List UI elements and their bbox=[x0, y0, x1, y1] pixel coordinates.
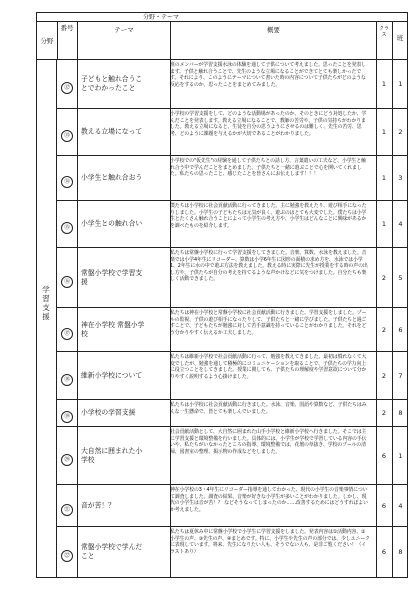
row-group: 4 bbox=[398, 220, 403, 228]
row-theme: 小学生との触れ合い bbox=[81, 219, 143, 228]
row-summary: 私たちは小学校に社会貢献活動に行きました。水泳、音楽、国語や算数など、子供たちはみんな一生懸命で、皆とても楽しんでいました。 bbox=[170, 402, 367, 415]
table-row bbox=[57, 527, 407, 577]
row-number: ⑰ bbox=[57, 320, 77, 340]
row-theme: 小学生と触れ合おう bbox=[81, 173, 143, 182]
header-row bbox=[37, 22, 407, 60]
row-class: 2 bbox=[381, 273, 387, 282]
table-row bbox=[57, 201, 407, 248]
row-class: 2 bbox=[381, 325, 387, 334]
row-summary: 小学校での"仮先生"の経験を通して子供たちとの話し方、言葉遣いの工夫など、小学生と触れ合う中で学んだことをまとめました。子供たちと一緒に遊ぶことで心を開いてくれました。私たちの思ったこと、感じたことを皆さんにお伝えします！！！ bbox=[170, 158, 366, 177]
table-row bbox=[57, 427, 407, 485]
row-summary: 私たちは夏休み中に常盤小学校で小学生に学習支援をしました。発表内容は①活動内容、②小学生の声、③先生の声、④まとめです。特に、小学生や先生の声の部分では、少しユニークに表現しています。将来、先生になりたい人も、そうでない人も、是非ご覧ください！（イラストあり） bbox=[170, 529, 370, 555]
row-class: 6 bbox=[381, 501, 387, 510]
row-number: ㉒ bbox=[57, 542, 77, 562]
header-class: クラス bbox=[378, 26, 389, 38]
table-row bbox=[57, 60, 407, 109]
row-summary: 班のメンバーが学習支援水泳の体験を通して子供について考えました。思ったことを発表します。子供と触れ合うことで、先生のような立場になることができてとても楽しかったです。それにより、このようにテーマについて書いた時の内容について子供たちがどのような反応をするのか、思ったことをまとめてみました。 bbox=[170, 62, 366, 88]
row-number: ⑯ bbox=[57, 268, 77, 288]
row-summary: 私たちは維新小学校で社会貢献活動に行って、勉強を教えてきました。最初は慣れなくて大変でしたが、勉強を通して積極的にコミュニケーションを取ることで、子供たちの学力向上に役立つことをしてきました。授業に関しても、子供たちの理解度や学習意欲について分かりやすく説明するよう心掛けました。 bbox=[170, 354, 367, 380]
row-group: 8 bbox=[398, 409, 403, 417]
field-theme-title: 分野・テーマ bbox=[143, 14, 180, 21]
row-number: ⑳ bbox=[57, 446, 77, 466]
field-cell bbox=[37, 60, 57, 577]
row-number: ⑫ bbox=[57, 74, 77, 94]
row-class: 1 bbox=[381, 220, 387, 228]
row-number: ㉑ bbox=[57, 496, 77, 516]
row-number: ⑲ bbox=[57, 403, 77, 423]
row-group: 8 bbox=[398, 548, 403, 556]
row-group: 7 bbox=[398, 371, 403, 380]
row-number: ⑱ bbox=[57, 366, 77, 386]
header-theme: テーマ bbox=[114, 26, 134, 34]
row-summary: 私たちは神在小学校と常盤小学校に社会貢献活動に行きました。学習支援をしました。プールの監視、子供の遊び相手になったりして、子供たちと一緒に学びました。子供たちと過ごすことで、子どもたちが勉強に対して苦手意識を持っていることがわかりました。それをどう分かりやすく伝えるか工夫しました。 bbox=[170, 310, 367, 336]
row-theme: 子どもと触れ合うことでわかったこと bbox=[81, 75, 143, 92]
row-summary: 小学校の学習支援をして、どのような活動場があったのか、そのときにどう対処したか、学んだことを発表します。教える立場になることで、教師の苦労や、子供の気持ちがわかりました。教える立場になると、生徒を自分の思うようにさせるのは難しく、先生の苦労、思考、どのように課題を与えるかが大切であることがわかりました。 bbox=[170, 111, 367, 137]
row-number: ⑮ bbox=[57, 214, 77, 234]
row-theme: 小学校の学習支援 bbox=[81, 408, 136, 417]
row-theme: 神在小学校 常盤小学校 bbox=[81, 320, 145, 338]
row-theme: 大自然に囲まれた小学校 bbox=[81, 446, 143, 464]
table-row bbox=[57, 352, 407, 400]
row-class: 1 bbox=[381, 128, 387, 136]
row-class: 1 bbox=[381, 80, 387, 88]
title-row bbox=[37, 13, 407, 22]
table-row bbox=[57, 109, 407, 156]
row-theme: 常盤小学校で学習支援 bbox=[81, 268, 143, 286]
header-number: 番号 bbox=[60, 24, 74, 32]
row-group: 5 bbox=[398, 273, 403, 282]
row-summary: 僕たちは小学校に社会貢献活動に行ってきました。主に勉強を教えたり、遊び相手になったりしました。小学生の子どもたちは元気が良く、遊ぶのはとても大変でした。僕たちは小学生とたくさん触れ合うことによって小学生の考え方や、小学生はどんなことに興味があるかを調べたものを紹介します。 bbox=[170, 203, 367, 229]
header-summary: 概要 bbox=[267, 26, 280, 34]
row-summary: 神在小学校の3・4年生にリコーダー指導を通してわかった、現代の小学生の音楽事情について調査しました。調査の結果、音楽が好きな小学生が多いことがわかりました。しかし、現代の小学生は音が苦！？ などそうなってしまったのか……改善するためにはどうすればよいか考えました。 bbox=[170, 487, 368, 513]
row-summary: 社会貢献活動として、大自然に囲まれた山手小学校と維新小学校へ行きました。そこでは主に学習支援と環境整備を行いました。具体的には、小学生が学校で学習している内容の手伝いや、私たちがいなかったところの指導、環境整備では、花壇の草抜き、学校のプールの清掃、図書室の整理、掲示物の作成などをしました。 bbox=[170, 429, 367, 455]
table-row bbox=[57, 156, 407, 201]
table-row bbox=[57, 400, 407, 427]
row-number: ⑭ bbox=[57, 168, 77, 188]
row-group: 1 bbox=[398, 451, 403, 460]
row-class: 6 bbox=[381, 548, 387, 556]
row-class: 2 bbox=[381, 371, 387, 380]
table-row bbox=[57, 308, 407, 352]
row-group: 2 bbox=[398, 128, 403, 136]
header-group: 班 bbox=[396, 34, 404, 42]
row-theme: 教える立場になって bbox=[81, 127, 143, 136]
field-label: 学習支援 bbox=[42, 285, 50, 321]
header-field: 分野 bbox=[40, 37, 54, 45]
row-class: 1 bbox=[381, 174, 387, 182]
row-class: 6 bbox=[381, 451, 387, 460]
row-group: 3 bbox=[398, 174, 403, 182]
row-summary: 私たちは常盤小学校に行って学習支援をしてきました。音楽、算数、水泳を教えました。音楽では小学4年生にリコーダー、算数は小学6年生に図形の面積の求め方を、水泳では小学1、2年生に水の中で遊ぶ方法を教えました。教える時に実際に先生が授業をする時の声の出し方や、子供たちが自分の考えを持てるような声かけなどに気をつけました。自分たちも楽しく活動できました。 bbox=[170, 250, 368, 282]
row-group: 4 bbox=[398, 501, 403, 510]
report-table bbox=[36, 12, 408, 578]
table-row bbox=[57, 248, 407, 308]
row-group: 1 bbox=[398, 80, 403, 88]
table-row bbox=[57, 485, 407, 527]
row-group: 6 bbox=[398, 325, 403, 334]
row-theme: 維新小学校について bbox=[81, 371, 143, 379]
row-theme: 音が苦！？ bbox=[81, 501, 115, 509]
row-theme: 常盤小学校で学んだこと bbox=[81, 543, 143, 560]
row-number: ⑬ bbox=[57, 122, 77, 142]
row-class: 2 bbox=[381, 409, 387, 417]
